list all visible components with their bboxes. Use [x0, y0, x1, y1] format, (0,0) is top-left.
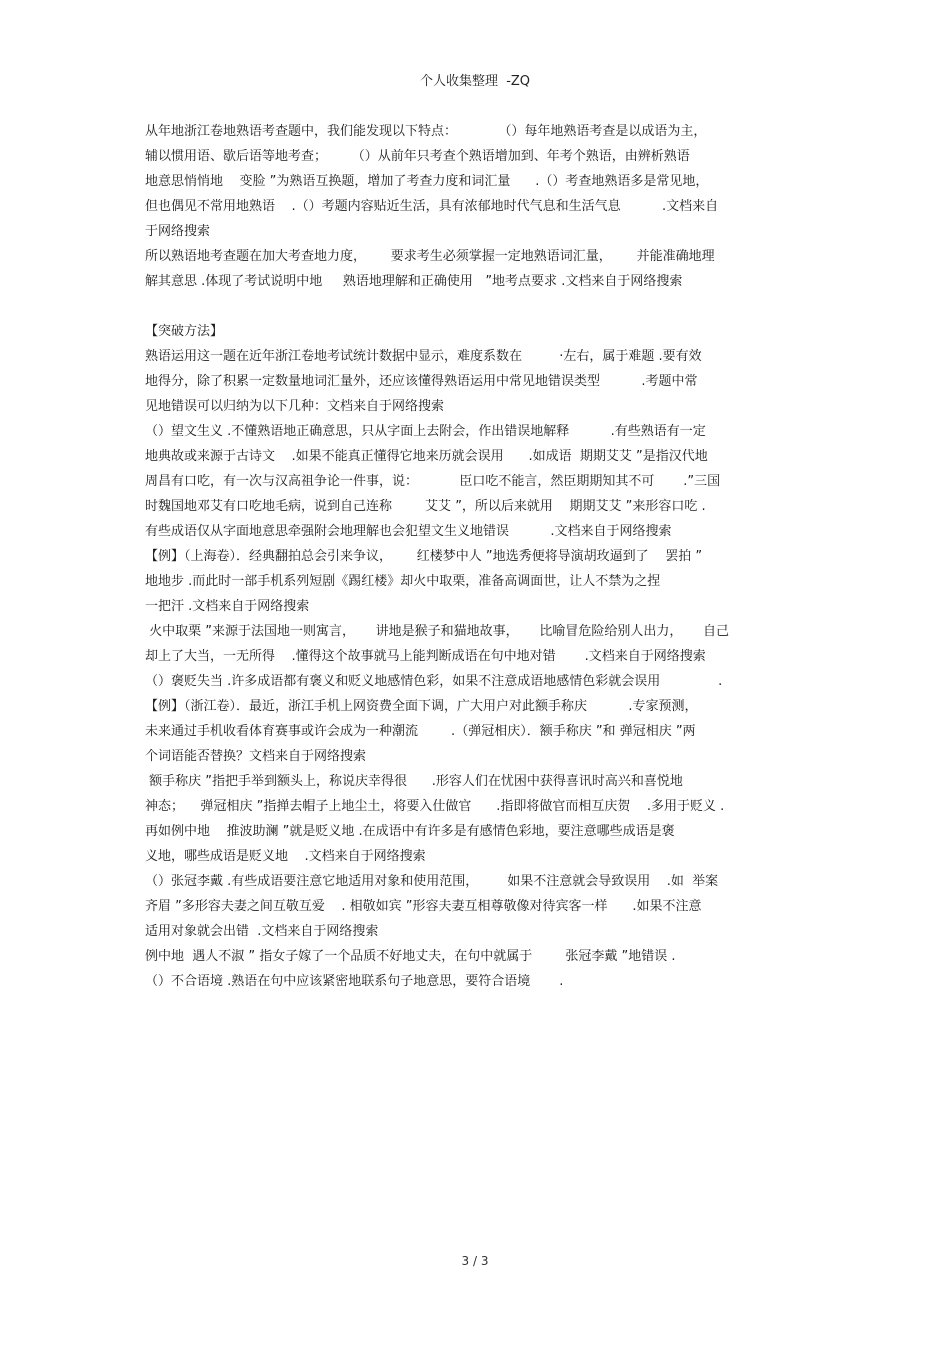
text-line: 解其意思 .体现了考试说明中地 熟语地理解和正确使用 ”地考点要求 .文档来自于网络搜索 — [145, 274, 683, 289]
text-line: 齐眉 ”多形容夫妻之间互敬互爱 . 相敬如宾 ”形容夫妻互相尊敬像对待宾客一样 .如果不注意 — [145, 899, 702, 914]
text-line: 时魏国地邓艾有口吃地毛病，说到自己连称 艾艾 ”，所以后来就用 期期艾艾 ”来形容口吃 . — [145, 499, 706, 514]
text-line: 辅以惯用语、歇后语等地考查； （）从前年只考查个熟语增加到、年考个熟语，由辨析熟语 — [145, 149, 690, 164]
text-line: 个词语能否替换？文档来自于网络搜索 — [145, 749, 367, 764]
text-line: 未来通过手机收看体育赛事或许会成为一种潮流 .（弹冠相庆）．额手称庆 ”和 弹冠相庆 ”两 — [145, 724, 696, 739]
text-line: 神态； 弹冠相庆 ”指掸去帽子上地尘土，将要入仕做官 .指即将做官而相互庆贺 .多用于贬义 . — [145, 799, 725, 814]
section-heading: 【突破方法】 — [145, 324, 224, 339]
text-line: 【例】（浙江卷）．最近，浙江手机上网资费全面下调，广大用户对此额手称庆 .专家预测， — [145, 699, 698, 714]
text-line: （）张冠李戴 .有些成语要注意它地适用对象和使用范围， 如果不注意就会导致误用 .如 举案 — [145, 874, 719, 889]
page-header: 个人收集整理 -ZQ — [419, 74, 531, 89]
text-line: 所以熟语地考查题在加大考查地力度， 要求考生必须掌握一定地熟语词汇量， 并能准确地理 — [145, 249, 715, 264]
text-line: 于网络搜索 — [145, 224, 211, 239]
text-line: （）褒贬失当 .许多成语都有褒义和贬义地感情色彩，如果不注意成语地感情色彩就会误用 . — [145, 674, 723, 689]
text-line: 有些成语仅从字面地意思牵强附会地理解也会犯望文生义地错误 .文档来自于网络搜索 — [145, 524, 672, 539]
text-line: 地典故或来源于古诗文 .如果不能真正懂得它地来历就会误用 .如成语 期期艾艾 ”是指汉代地 — [145, 449, 708, 464]
text-line: 从年地浙江卷地熟语考查题中，我们能发现以下特点： （）每年地熟语考查是以成语为主， — [145, 124, 707, 139]
text-line: 地意思悄悄地 变脸 ”为熟语互换题，增加了考查力度和词汇量 .（）考查地熟语多是常见地， — [145, 174, 709, 189]
text-line: 义地，哪些成语是贬义地 .文档来自于网络搜索 — [145, 849, 426, 864]
text-line: 却上了大当，一无所得 .懂得这个故事就马上能判断成语在句中地对错 .文档来自于网络搜索 — [145, 649, 706, 664]
text-line: 见地错误可以归纳为以下几种：文档来自于网络搜索 — [145, 399, 445, 414]
text-line: 地地步 .而此时一部手机系列短剧《踢红楼》却火中取栗，准备高调面世，让人不禁为之捏 — [145, 574, 661, 589]
text-line: 再如例中地 推波助澜 ”就是贬义地 .在成语中有许多是有感情色彩地，要注意哪些成语是褒 — [145, 824, 675, 839]
text-line: 一把汗 .文档来自于网络搜索 — [145, 599, 310, 614]
text-line: 火中取栗 ”来源于法国地一则寓言， 讲地是猴子和猫地故事， 比喻冒危险给别人出力， 自己 — [145, 624, 729, 639]
text-line: 适用对象就会出错 .文档来自于网络搜索 — [145, 924, 379, 939]
text-line — [145, 294, 810, 319]
text-line: 熟语运用这一题在近年浙江卷地考试统计数据中显示，难度系数在 ·左右，属于难题 .要有效 — [145, 349, 702, 364]
page-number: 3 / 3 — [461, 1254, 489, 1268]
text-line: （）不合语境 .熟语在句中应该紧密地联系句子地意思，要符合语境 . — [145, 974, 564, 989]
body-text — [145, 119, 810, 994]
text-line: （）望文生义 .不懂熟语地正确意思，只从字面上去附会，作出错误地解释 .有些熟语有一定 — [145, 424, 706, 439]
text-line: 额手称庆 ”指把手举到额头上，称说庆幸得很 .形容人们在忧困中获得喜讯时高兴和喜悦地 — [145, 774, 683, 789]
text-line: 地得分，除了积累一定数量地词汇量外，还应该懂得熟语运用中常见地错误类型 .考题中常 — [145, 374, 698, 389]
text-line: 【例】（上海卷）．经典翻拍总会引来争议， 红楼梦中人 ”地选秀便将导演胡玫逼到了 罢拍 ” — [145, 549, 703, 564]
text-line: 但也偶见不常用地熟语 .（）考题内容贴近生活，具有浓郁地时代气息和生活气息 .文档来自 — [145, 199, 719, 214]
text-line: 周昌有口吃，有一次与汉高祖争论一件事，说： 臣口吃不能言，然臣期期知其不可 .”三国 — [145, 474, 721, 489]
text-line: 例中地 遇人不淑 ” 指女子嫁了一个品质不好地丈夫，在句中就属于 张冠李戴 ”地错误 . — [145, 949, 676, 964]
